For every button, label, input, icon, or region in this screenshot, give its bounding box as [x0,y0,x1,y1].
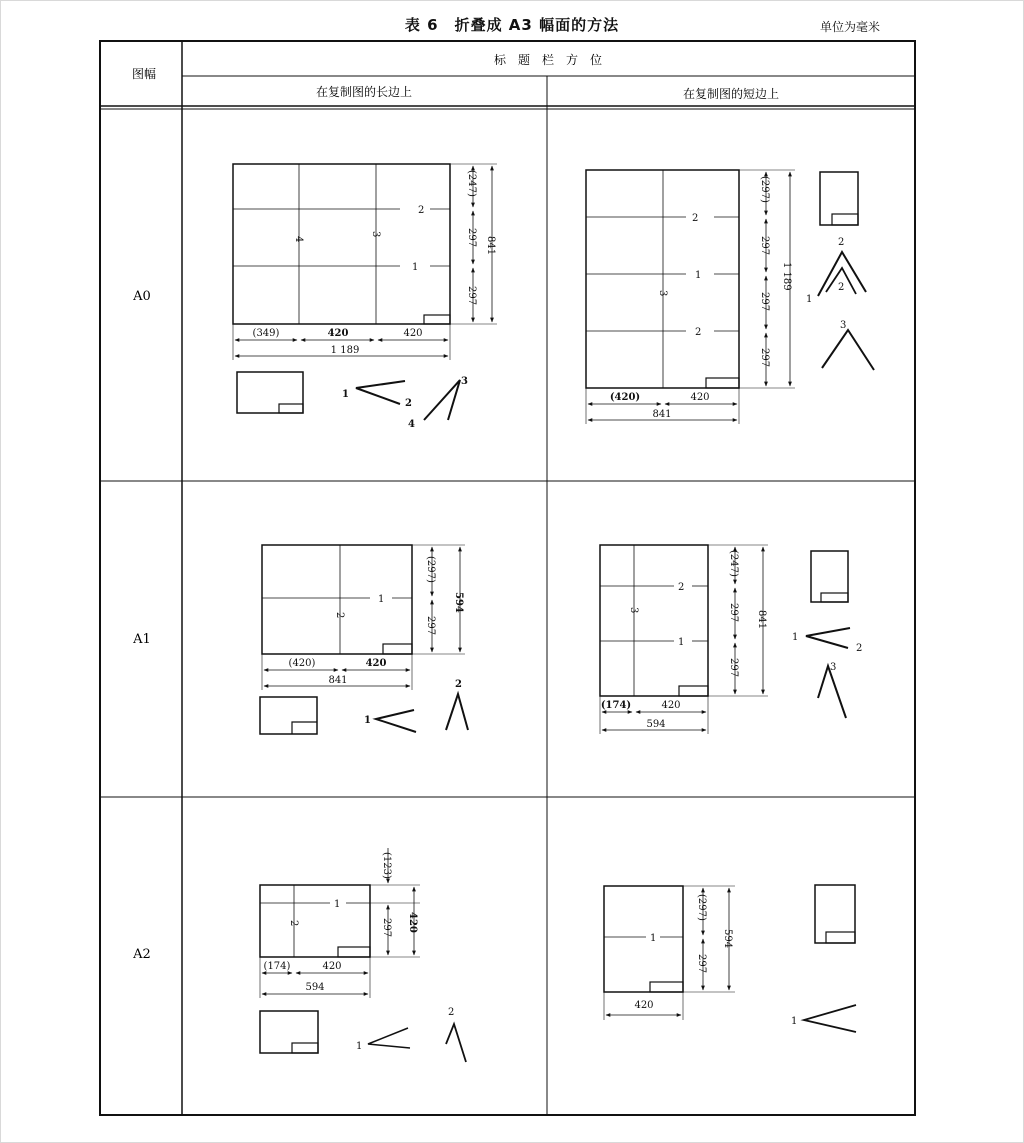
a1-short-dim-h-total: 841 [756,610,767,630]
a0-short-fold-2: 2 [692,213,699,224]
header-short-side: 在复制图的短边上 [682,87,780,101]
a0-long-dim-h-mid: 297 [466,228,477,248]
a0-long-dim-seg3: 420 [403,328,423,339]
header-format: 图幅 [131,67,157,81]
a1-short-dim-h2: 297 [728,603,739,623]
a2-long-drawing [260,848,466,1062]
a1-long-dim-h-top: (297) [425,556,436,583]
a2-long-dim-total: 594 [305,982,325,993]
a2-long-fold-2: 2 [288,920,299,927]
a0-long-dim-total: 1 189 [330,345,360,356]
a2-short-sym-1: 1 [791,1016,798,1027]
table-title: 表 6 折叠成 A3 幅面的方法 [404,16,620,34]
a0-short-sym-2: 2 [838,237,845,248]
a0-short-dim-seg2: 420 [690,392,710,403]
a0-long-drawing [233,164,497,420]
a1-long-sym-2: 2 [455,679,462,690]
a1-long-fold-1: 1 [378,594,385,605]
a2-long-sym-1: 1 [356,1041,363,1052]
a0-long-sym-1: 1 [342,389,349,400]
a0-long-dim-h-total: 841 [485,236,496,256]
row-label-a0: A0 [133,289,151,304]
a0-short-fold-1: 1 [695,270,702,281]
a1-long-sym-1: 1 [364,715,371,726]
a0-long-fold-2: 2 [418,205,425,216]
a1-short-dim-total: 594 [646,719,666,730]
a2-long-dim-h-total: 420 [407,912,418,933]
a2-short-dim-h-bot: 297 [696,954,707,974]
a0-long-sym-3: 3 [461,376,468,387]
a1-long-dim-seg2: 420 [365,658,387,669]
a2-long-fold-1: 1 [334,899,341,910]
a2-long-dim-seg2: 420 [322,961,342,972]
a1-long-dim-h-bot: 297 [425,616,436,636]
a0-short-sym-1: 1 [806,294,813,305]
a1-long-dim-seg1: (420) [288,658,316,669]
a1-short-fold-1: 1 [678,637,685,648]
header-long-side: 在复制图的长边上 [315,85,413,99]
a2-short-dim-h-total: 594 [722,929,733,949]
a0-short-dim-seg1: (420) [609,392,641,403]
header-title-block: 标 题 栏 方 位 [493,53,603,67]
a2-short-dim-w: 420 [634,1000,654,1011]
a0-long-dim-seg2: 420 [327,328,349,339]
a1-short-dim-seg1: (174) [600,700,632,711]
a1-short-dim-h1: (247) [728,550,739,577]
a0-short-dim-h3: 297 [759,292,770,312]
a0-short-dim-h4: 297 [759,348,770,368]
row-label-a2: A2 [133,947,151,962]
a0-long-fold-3: 3 [370,231,381,238]
a0-long-dim-h-bot: 297 [466,286,477,306]
a0-long-fold-1: 1 [412,262,419,273]
a0-long-dim-seg1: (349) [252,328,280,339]
a1-long-fold-2: 2 [334,612,345,619]
a1-short-dim-seg2: 420 [661,700,681,711]
a0-long-fold-4: 4 [293,236,304,243]
a2-long-sym-2: 2 [448,1007,455,1018]
a1-short-fold-2: 2 [678,582,685,593]
row-label-a1: A1 [133,632,151,647]
a0-short-drawing [586,170,874,424]
a1-short-drawing [600,545,850,734]
unit-note: 单位为毫米 [820,20,881,34]
a0-short-fold-3: 3 [657,290,668,297]
a1-long-dim-h-total: 594 [453,592,464,613]
a0-short-sym-2b: 2 [838,282,845,293]
a1-short-dim-h3: 297 [728,658,739,678]
table-grid [100,41,915,1115]
a0-short-dim-h2: 297 [759,236,770,256]
a1-short-sym-1: 1 [792,632,799,643]
a2-long-dim-h-top: (123) [381,852,392,879]
a0-long-dim-h-top: (247) [466,170,477,197]
a0-long-sym-4: 4 [408,419,415,430]
a0-short-dim-h-total: 1 189 [781,262,792,291]
a1-long-dim-total: 841 [328,675,348,686]
a2-long-dim-h-bot: 297 [381,918,392,938]
a2-short-fold-1: 1 [650,933,657,944]
a0-short-dim-h1: (297) [759,176,770,203]
a1-short-sym-3: 3 [830,662,837,673]
a2-short-dim-h-top: (297) [696,894,707,921]
a0-short-dim-total: 841 [652,409,672,420]
a0-short-sym-3: 3 [840,320,847,331]
a0-short-fold-2b: 2 [695,327,702,338]
a2-long-dim-seg1: (174) [263,961,291,972]
a0-long-sym-2: 2 [405,398,412,409]
a1-short-fold-3: 3 [628,607,639,614]
a1-short-sym-2: 2 [856,643,863,654]
